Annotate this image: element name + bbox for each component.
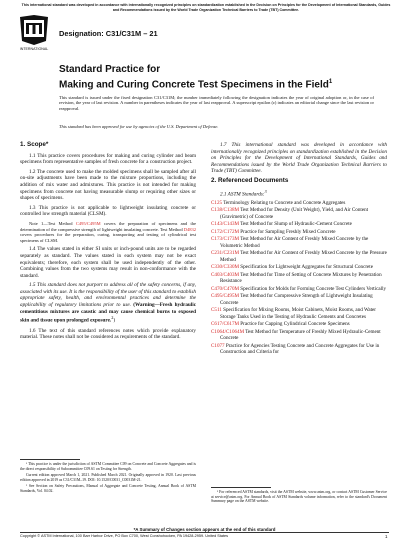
reference-item: C231/C231M Test Method for Air Content of Freshly Mixed Concrete by the Pressure Method (211, 250, 387, 263)
paragraph-1-7: 1.7 This international standard was developed in accordance with internationally recognized principles on standardization established in the Decision on Principles for the Development of International Standards, Guides and Recommendations issued by the World Trade Organization Technical Barriers to Trade (TBT) Committee. (211, 142, 387, 175)
scope-heading: 1. Scope* (20, 141, 49, 148)
paragraph-1-1: 1.1 This practice covers procedures for making and curing cylinder and beam specimens from representative samples of fresh concrete for a construction project. (20, 152, 196, 166)
astm-standards-intro: 2.1 ASTM Standards:$^3$ (220, 188, 267, 198)
reference-item: C138/C138M Test Method for Density (Unit Weight), Yield, and Air Content (Gravimetric) of Concrete (211, 207, 369, 220)
footnote-1-edition: Current edition approved March 1, 2021. Published March 2021. Originally approved in 1920. Last previous edition approved in 2019 as C31/C31M–19. DOI: 10.1520/C0031_C0031M-21. (20, 473, 196, 482)
reference-link[interactable]: C138/C138M (211, 207, 240, 214)
reference-link[interactable]: C617/C617M (211, 321, 240, 328)
reference-item: C495/C495M Test Method for Compressive Strength of Lightweight Insulating Concrete (211, 293, 373, 306)
right-column (211, 142, 387, 357)
reference-item: C1077 Practice for Agencies Testing Concrete and Concrete Aggregates for Use in Construction and Criteria for (211, 342, 380, 356)
reference-link[interactable]: C495/C495M (211, 293, 240, 300)
footnote-3: ³ For referenced ASTM standards, visit the ASTM website, www.astm.org, or contact ASTM Customer Service at service@astm.org. For Annual Book of ASTM Standards volume information, refer to the standard's Document Summary page on the ASTM website. (211, 490, 387, 504)
reference-item: C330/C330M Specification for Lightweight Aggregates for Structural Concrete (211, 264, 373, 271)
footnotes-left (20, 462, 196, 496)
reference-link[interactable]: C470/C470M (211, 285, 240, 292)
reference-link[interactable]: C1077 (211, 342, 225, 349)
reference-item: C470/C470M Specification for Molds for Forming Concrete Test Cylinders Vertically (211, 285, 387, 292)
title-footnote-ref: 1 (328, 79, 333, 85)
wto-notice: This international standard was developed in accordance with internationally recognized principles on standardization established in the Decision on Principles for the Development of International Standards, Guides and Recommendations issued by the World Trade Organization Technical Barriers to Trade (TBT) Committee. (21, 3, 391, 12)
reference-link[interactable]: C231/C231M (211, 250, 240, 257)
astm-logo-icon (19, 15, 49, 53)
reference-item: C172/C172M Practice for Sampling Freshly Mixed Concrete (211, 228, 336, 235)
document-title (59, 64, 359, 91)
referenced-documents-heading: 2. Referenced Documents (211, 176, 289, 184)
paragraph-1-4: 1.4 The values stated in either SI units or inch-pound units are to be regarded separately as standard. The values stated in each system may not be exact equivalents; therefore, each system shall be used independently of the other. Combining values from the two systems may result in non-conformance with the standard. (20, 246, 196, 279)
left-column (20, 142, 196, 344)
reference-link[interactable]: C125 (211, 199, 223, 206)
reference-item: C511 Specification for Mixing Rooms, Moist Cabinets, Moist Rooms, and Water Storage Tanks Used in the Testing of Hydraulic Cements and Concretes (211, 307, 376, 320)
title-line-2: Making and Curing Concrete Test Specimens in the Field$^1$ (59, 79, 333, 91)
reference-link[interactable]: C172/C172M (211, 228, 240, 235)
note-1: Note 1—Test Method C495/C495M covers the preparation of specimens and the determination of the compressive strength of lightweight insulating concrete. Test Method D4832 covers procedures for the preparation, curing, transporting and testing of cylindrical test specimens of CLSM. (20, 220, 196, 243)
reference-link[interactable]: C330/C330M (211, 264, 240, 271)
reference-link[interactable]: C143/C143M (211, 221, 240, 228)
page-number: 1 (385, 534, 388, 539)
footer-divider (20, 532, 389, 533)
reference-link-c495[interactable]: C495/C495M (75, 220, 101, 226)
paragraph-1-3: 1.3 This practice is not applicable to lightweight insulating concrete or controlled low strength material (CLSM). (20, 204, 196, 218)
footnote-1: ¹ This practice is under the jurisdiction of ASTM Committee C09 on Concrete and Concrete Aggregates and is the direct responsibility of Subcommittee C09.61 on Testing for Strength. (20, 462, 196, 471)
reference-link[interactable]: C511 (211, 307, 222, 314)
reference-link[interactable]: C173/C173M (211, 236, 240, 243)
paragraph-1-2: 1.2 The concrete used to make the molded specimens shall be sampled after all on-site adjustments have been made to the mixture proportions, including the addition of mix water and admixtures. This practice is not intended for making specimens from concrete not having measurable slump or requiring other sizes or shapes of specimens. (20, 168, 196, 202)
designation: Designation: C31/C31M – 21 (59, 29, 158, 38)
standard-issue-note: This standard is issued under the fixed designation C31/C31M; the number immediately following the designation indicates the year of original adoption or, in the case of revision, the year of last revision. A number in parentheses indicates the year of last reapproval. A superscript epsilon (ε) indicates an editorial change since the last revision or reapproval. (59, 95, 374, 111)
title-line-1: Standard Practice for (59, 64, 161, 75)
paragraph-1-6: 1.6 The text of this standard references notes which provide explanatory material. These notes shall not be considered as requirements of the standard. (20, 327, 196, 341)
paragraph-1-5: 1.5 This standard does not purport to address all of the safety concerns, if any, associated with its use. It is the responsibility of the user of this standard to establish appropriate safety, health, and environmental practices and determine the applicability of regulatory limitations prior to use. (Warning—Fresh hydraulic cementitious mixtures are caustic and may cause chemical burns to exposed skin and tissue upon prolonged exposure.$^2$) (20, 282, 196, 324)
footnote-divider-right (211, 487, 271, 488)
reference-item: C125 Terminology Relating to Concrete and Concrete Aggregates (211, 199, 346, 206)
dod-approval-note: This standard has been approved for use by agencies of the U.S. Department of Defense. (59, 124, 219, 129)
reference-link[interactable]: C403/C403M (211, 271, 240, 278)
reference-list (211, 200, 387, 356)
reference-item: C173/C173M Test Method for Air Content of Freshly Mixed Concrete by the Volumetric Method (211, 236, 369, 249)
reference-item: C1064/C1064M Test Method for Temperature of Freshly Mixed Hydraulic-Cement Concrete (211, 328, 381, 342)
footnote-divider-left (20, 459, 80, 460)
reference-link-d4832[interactable]: D4832 (183, 226, 196, 232)
reference-item: C403/C403M Test Method for Time of Setting of Concrete Mixtures by Penetration Resistance (211, 271, 382, 285)
footnotes-right (211, 490, 387, 506)
warning-text: (Warning—Fresh hydraulic cementitious mixtures are caustic and may cause chemical burns to exposed skin and tissue upon prolonged exposure. (20, 302, 196, 324)
reference-item: C143/C143M Test Method for Slump of Hydraulic-Cement Concrete (211, 221, 352, 228)
copyright-line: Copyright © ASTM International, 100 Barr Harbor Drive, PO Box C700, West Conshohocken, PA 19428-2959. United States (20, 534, 229, 538)
reference-item: C617/C617M Practice for Capping Cylindrical Concrete Specimens (211, 321, 350, 328)
reference-link[interactable]: C1064/C1064M (211, 328, 245, 335)
svg-text:INTERNATIONAL: INTERNATIONAL (19, 47, 49, 51)
summary-of-changes-note: *A Summary of Changes section appears at the end of this standard (133, 527, 276, 532)
footnote-2: ² See Section on Safety Precautions, Manual of Aggregate and Concrete Testing, Annual Book of ASTM Standards, Vol. 04.02. (20, 484, 196, 493)
